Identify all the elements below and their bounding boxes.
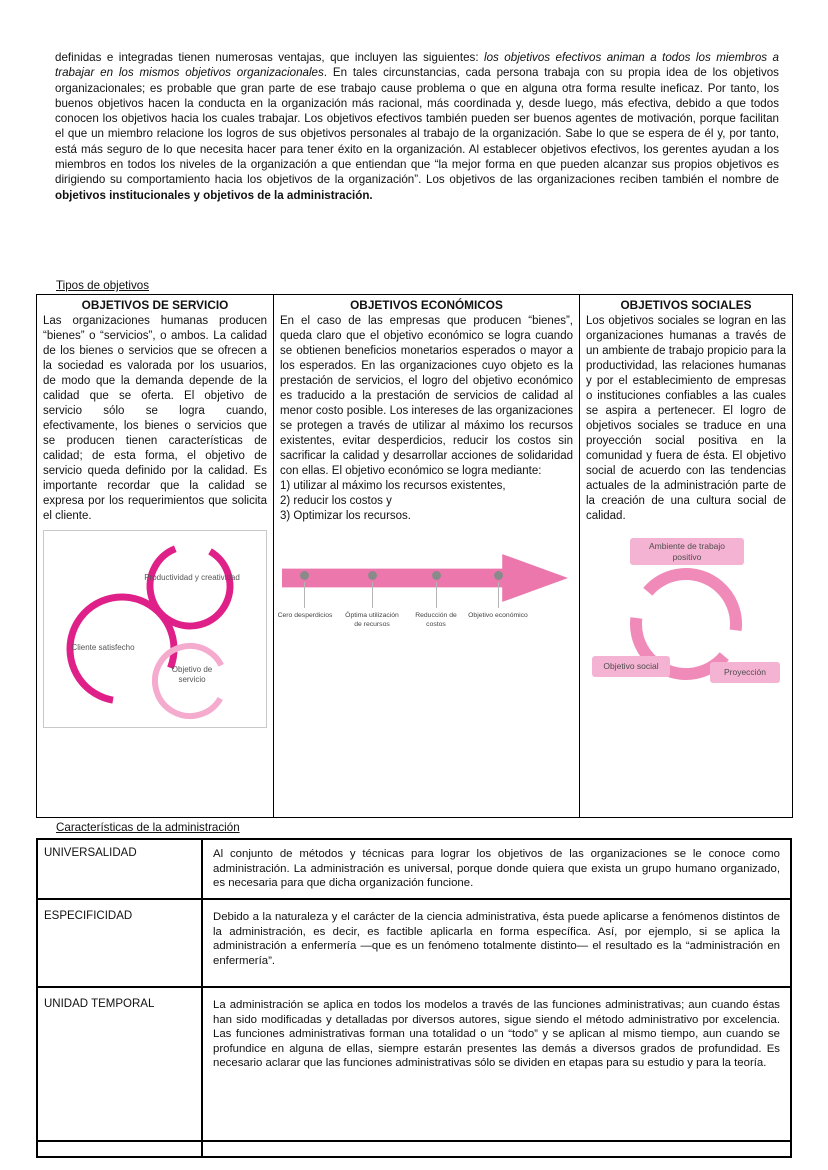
intro-text-bold: objetivos institucionales y objetivos de la administración. [55,188,373,202]
table-row [37,899,791,987]
definition-cell: Al conjunto de métodos y técnicas para lograr los objetivos de las organizaciones se le conoce como administración. La administración es universal, porque donde quiera que exista un grupo humano organizado, es necesaria para que dicha organización funcione. [202,839,791,899]
definition-cell [202,1141,791,1157]
definition-cell: Debido a la naturaleza y el carácter de la ciencia administrativa, ésta puede aplicarse a fenómenos distintos de la administración, es decir, es factible aplicarla en forma específica. Así, por ejemplo, si se aplica la administración a enfermería —que es un fenómeno totalmente distinto— el resultado es la “administración en enfermería”. [202,899,791,987]
definition-cell: La administración se aplica en todos los modelos a través de las funciones administrativas; aun cuando éstas han sido modificadas y detalladas por diversos autores, sigue siendo el método administrativo por excelencia. Las funciones administrativas forman una totalidad o un “todo” y se aplican al mismo tiempo, aun cuando se profundice en alguna de ellas, siempre estarán presentes las demás a diversos grados de profundidad. Es necesario aclarar que las funciones administrativas sólo se dividen en etapas para su estudio y para la teoría. [202,987,791,1141]
objectives-table [36,294,793,818]
objective-cell-servicio [37,295,274,818]
step-tick [304,582,305,608]
social-box-ambiente: Ambiente de trabajo positivo [630,538,744,565]
step-tick [372,582,373,608]
step-tick [436,582,437,608]
objective-cell-sociales [580,295,793,818]
cycle-arrows-icon [44,531,266,727]
table-row [37,839,791,899]
objective-header-sociales: OBJETIVOS SOCIALES [620,298,752,312]
intro-text-italic: los objetivos efectivos animan a todos los miembros a trabajar en los mismos objetivos organizacionales [55,51,779,80]
section-heading-caracteristicas: Características de la administración [56,821,240,834]
intro-paragraph [55,50,779,203]
step-dot [494,571,503,580]
objective-list-item: 2) reducir los costos y [280,495,392,507]
step-dot [368,571,377,580]
term-cell: UNIDAD TEMPORAL [37,987,202,1141]
social-cycle-diagram [586,536,786,708]
service-diagram-label-cliente: Cliente satisfecho [71,643,135,652]
social-box-proyeccion: Proyección [710,662,780,683]
arrow-right-shape [282,552,568,604]
objective-body-servicio: Las organizaciones humanas producen “bienes” o “servicios”, o ambos. La calidad de los bienes o servicios que se ofrecen a la sociedad es valorada por los usuarios, de modo que la demanda depende de la calidad que se oferta. El objetivo de servicio sólo se logra cuando, efectivamente, los bienes o servicios que se producen tienen características de calidad; de esta forma, el objetivo de servicio queda definido por la calidad. Es importante recordar que la calidad se expresa por los requerimientos que solicita el cliente. [43,315,267,522]
objective-list-item: 3) Optimizar los recursos. [280,510,412,522]
objective-list-economicos [280,479,573,524]
economic-step-label: Cero desperdicios [277,612,333,619]
intro-text-middle: . En tales circunstancias, cada persona trabaja con su propia idea de los objetivos organizacionales; es probable que gran parte de ese trabajo cause problema o que en alguna otra forma resulte ineficaz. Por tanto, los buenos objetivos hacen la conducta en la organización más racional, más coordinada y, desde luego, más efectiva, debido a que todos conocen los objetivos hacia los cuales trabajar. Los objetivos efectivos también pueden ser buenos agentes de motivación, porque facilitan el que un miembro relacione los logros de sus objetivos personales al trabajo de la organización. Sabe lo que se espera de él y, por tanto, está más seguro de lo que necesita hacer para tener éxito en la organización. Al establecer objetivos efectivos, los gerentes ayudan a los miembros en todos los niveles de la organización a que entiendan que “la mejor forma en que pueden alcanzar sus propios objetivos es dirigiendo su comportamiento hacia los objetivos de la organización”. Los objetivos de las organizaciones reciben también el nombre de [55,66,779,187]
economic-step-label: Objetivo económico [468,612,528,619]
step-tick [498,582,499,608]
service-diagram-label-objetivo: Objetivo de servicio [171,665,213,684]
economic-step-label: Óptima utilización de recursos [345,612,399,628]
section-heading-tipos: Tipos de objetivos [56,279,150,292]
characteristics-table [36,838,792,1158]
social-box-objetivo: Objetivo social [592,656,670,677]
table-row-partial [37,1141,791,1157]
term-cell [37,1141,202,1157]
economic-step-label: Reducción de costos [415,612,457,628]
objective-body-sociales: Los objetivos sociales se logran en las organizaciones humanas a través de un ambiente de trabajo propicio para la productividad, las relaciones humanas y por el establecimiento de empresas o instituciones confiables a las cuales se aspira a pertenecer. El logro de objetivos sociales se traduce en una proyección social positiva en la comunidad y fuera de ésta. El objetivo social de acuerdo con las tendencias actuales de la administración parte de la creación de una cultura social de calidad. [586,315,786,522]
objective-list-item: 1) utilizar al máximo los recursos existentes, [280,480,506,492]
economic-arrow-diagram [277,538,572,656]
table-row [37,987,791,1141]
objective-header-economicos: OBJETIVOS ECONÓMICOS [350,298,503,312]
term-cell: UNIVERSALIDAD [37,839,202,899]
step-dot [432,571,441,580]
objectives-table-row [37,295,793,818]
service-cycle-diagram [43,530,267,728]
intro-text-start: definidas e integradas tienen numerosas ventajas, que incluyen las siguientes: [55,51,485,64]
objective-body-economicos: En el caso de las empresas que producen “bienes”, queda claro que el objetivo económico se logra cuando se obtienen beneficios monetarios esperados o mayor a los esperados. En las organizaciones cuyo objeto es la prestación de servicios, el logro del objetivo económico es traducido a la prestación de servicios de calidad al menor costo posible. Los intereses de las organizaciones se protegen a través de utilizar al máximo los recursos existentes, evitar desperdicios, reducir los costos sin sacrificar la calidad y desarrollar acciones de solidaridad con ellas. El objetivo económico se logra mediante: [280,315,573,477]
term-cell: ESPECIFICIDAD [37,899,202,987]
service-diagram-label-productividad: Productividad y creatividad [144,573,240,582]
step-dot [300,571,309,580]
objective-cell-economicos [274,295,580,818]
objective-header-servicio: OBJETIVOS DE SERVICIO [81,298,229,312]
